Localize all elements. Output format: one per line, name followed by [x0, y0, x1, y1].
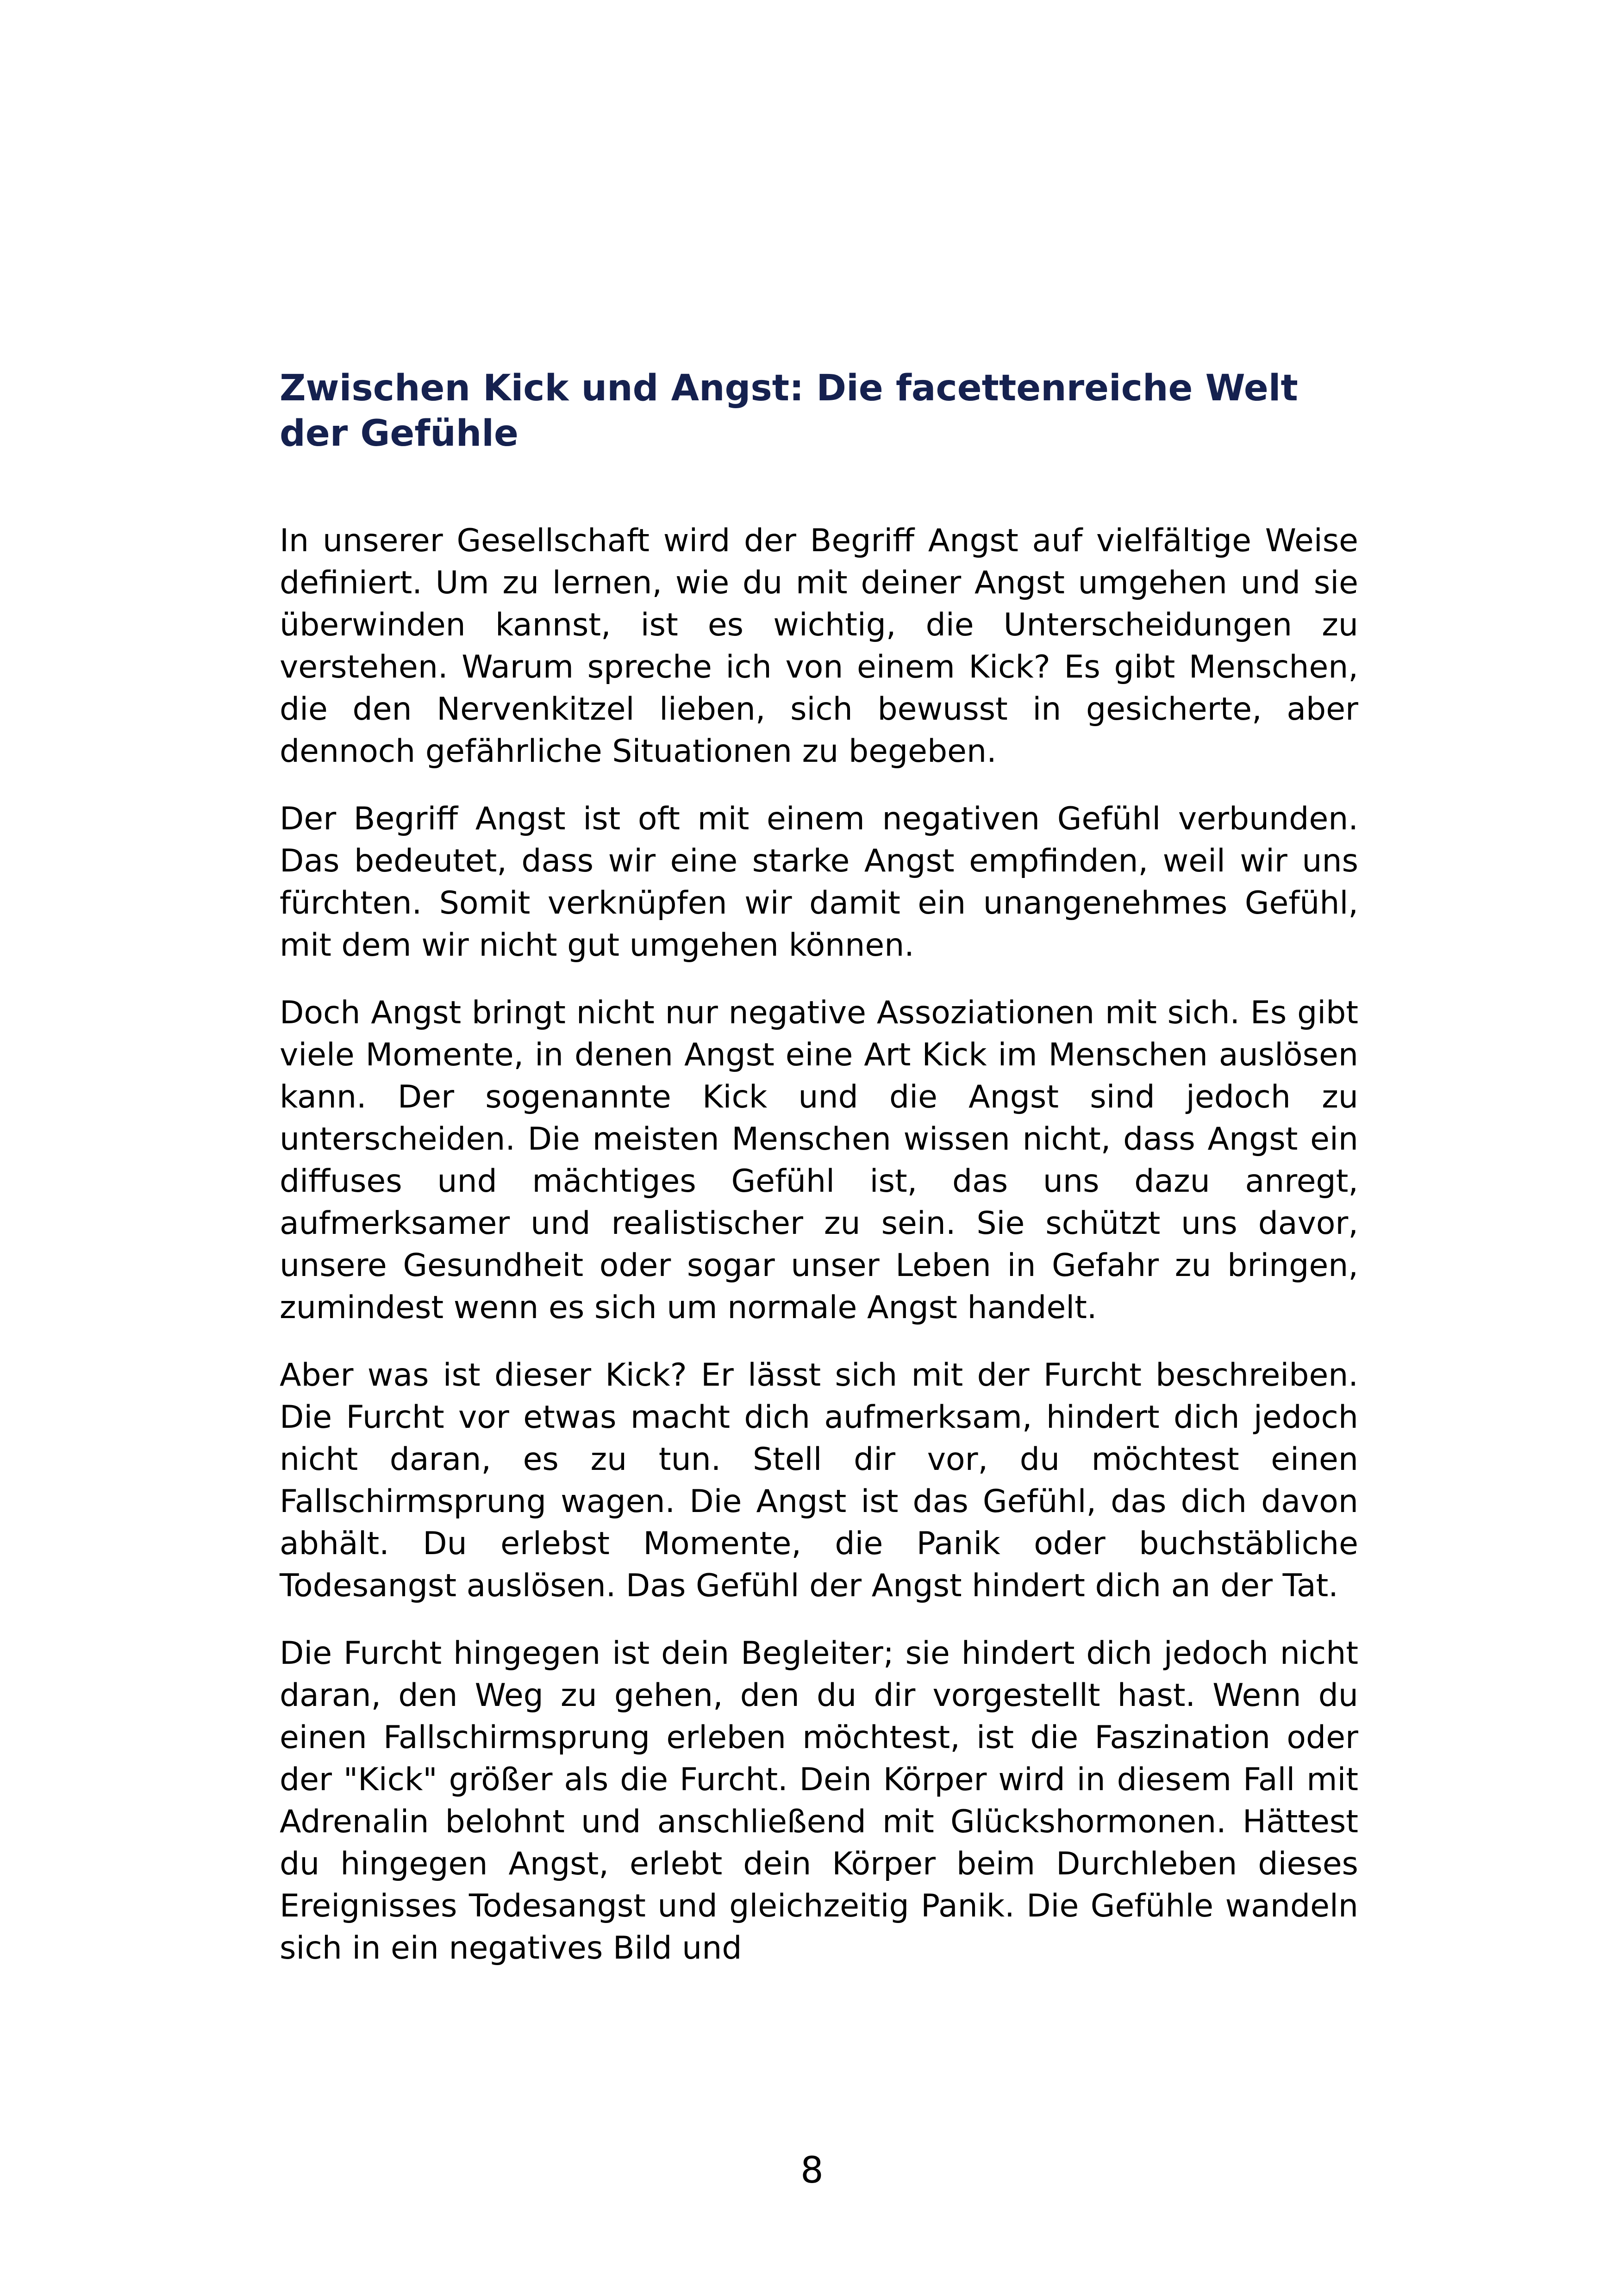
chapter-heading: Zwischen Kick und Angst: Die facettenreiche Welt der Gefühle [280, 367, 1298, 454]
paragraph-5: Die Furcht hingegen ist dein Begleiter; sie hindert dich jedoch nicht daran, den Weg zu gehen, den du dir vorgestellt hast. Wenn du einen Fallschirmsprung erleben möchtest, ist die Faszination oder der "Kick" größer als die Furcht. Dein Körper wird in diesem Fall mit Adrenalin belohnt und anschließend mit Glückshormonen. Hättest du hingegen Angst, erlebt dein Körper beim Durchleben dieses Ereignisses Todesangst und gleichzeitig Panik. Die Gefühle wandeln sich in ein negatives Bild und [280, 1635, 1358, 1966]
paragraph-4: Aber was ist dieser Kick? Er lässt sich mit der Furcht beschreiben. Die Furcht vor etwas macht dich aufmerksam, hindert dich jedoch nicht daran, es zu tun. Stell dir vor, du möchtest einen Fallschirmsprung wagen. Die Angst ist das Gefühl, das dich davon abhält. Du erlebst Momente, die Panik oder buchstäbliche Todesangst auslösen. Das Gefühl der Angst hindert dich an der Tat. [280, 1357, 1358, 1604]
page-content [280, 366, 1358, 1995]
paragraph-2: Der Begriff Angst ist oft mit einem negativen Gefühl verbunden. Das bedeutet, dass wir eine starke Angst empfinden, weil wir uns fürchten. Somit verknüpfen wir damit ein unangenehmes Gefühl, mit dem wir nicht gut umgehen können. [280, 801, 1358, 964]
paragraph-1: In unserer Gesellschaft wird der Begriff Angst auf vielfältige Weise definiert. Um zu lernen, wie du mit deiner Angst umgehen und sie überwinden kannst, ist es wichtig, die Unterscheidungen zu verstehen. Warum spreche ich von einem Kick? Es gibt Menschen, die den Nervenkitzel lieben, sich bewusst in gesicherte, aber dennoch gefährliche Situationen zu begeben. [280, 523, 1358, 770]
paragraph-3: Doch Angst bringt nicht nur negative Assoziationen mit sich. Es gibt viele Momente, in denen Angst eine Art Kick im Menschen auslösen kann. Der sogenannte Kick und die Angst sind jedoch zu unterscheiden. Die meisten Menschen wissen nicht, dass Angst ein diffuses und mächtiges Gefühl ist, das uns dazu anregt, aufmerksamer und realistischer zu sein. Sie schützt uns davor, unsere Gesundheit oder sogar unser Leben in Gefahr zu bringen, zumindest wenn es sich um normale Angst handelt. [280, 995, 1358, 1326]
page-number: 8 [800, 2150, 824, 2191]
